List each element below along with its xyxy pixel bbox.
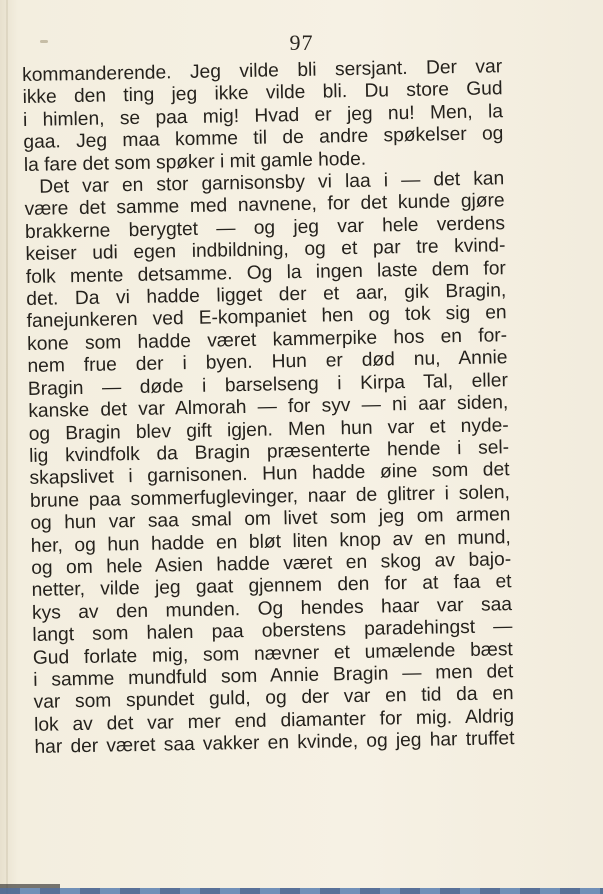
text-line: her, og hun hadde en bløt liten knop av en mund, [30,526,511,557]
text-line: folk mente detsamme. Og la ingen laste dem for [25,257,506,288]
text-line: Gud forlate mig, som nævner et umælende bæst [32,638,513,669]
text-line: kys av den munden. Og hendes haar var saa [31,593,513,624]
text-line: og Bragin blev gift igjen. Men hun var et nyde- [28,414,509,445]
text-line: gaa. Jeg maa komme til de andre spøkelser og [23,123,504,154]
text-line: kanske det var Almorah — for syv — ni aar siden, [28,392,509,423]
text-line: netter, vilde jeg gaat gjennem den for at faa et [31,571,512,602]
text-line: lok av det var mer end diamanter for mig. Aldrig [33,705,515,736]
text-line: la fare det som spøker i mit gamle hode. [23,148,367,176]
text-line: det. Da vi hadde ligget der et aar, gik Bragin, [26,280,507,311]
text-line: langt som halen paa oberstens paradehingst — [32,616,513,647]
text-line: og hun var saa smal om livet som jeg om armen [30,504,511,535]
text-line: kone som hadde været kammerpike hos en for- [26,325,508,355]
text-line: i samme mundfuld som Annie Bragin — men det [33,661,514,691]
text-line: i himlen, se paa mig! Hvad er jeg nu! Men, la [22,101,504,131]
text-line: brakkerne berygtet — og jeg var hele verdens [24,213,506,243]
text-line: brune paa sommerfuglevinger, naar de glitrer i solen, [29,481,511,512]
text-line: var som spundet guld, og der var en tid da en [33,683,514,714]
text-line: nem frue der i byen. Hun er død nu, Annie [27,347,508,378]
page-number: 97 [289,30,314,55]
text-line: kommanderende. Jeg vilde bli sersjant. Der var [22,56,503,86]
text-line: ikke den ting jeg ikke vilde bli. Du store Gud [22,78,503,109]
text-line: lig kvindfolk da Bragin præsenterte hende i sel- [28,437,510,467]
body-text [22,56,515,759]
page-gutter [6,0,8,894]
text-line: Det var en stor garnisonsby vi laa i — det kan [39,168,505,198]
text-line: være det samme med navnene, for det kunde gjøre [24,190,505,221]
text-line: og om hele Asien hadde været en skog av bajo- [31,549,512,579]
text-line: fanejunkeren ved E-kompaniet hen og tok sig en [26,302,507,333]
text-line: har der været saa vakker en kvinde, og jeg har truffet [34,728,515,759]
text-line: Bragin — døde i barselseng i Kirpa Tal, eller [27,369,509,400]
text-line: skapslivet i garnisonen. Hun hadde øine som det [29,459,510,490]
scan-color-strip [0,888,603,894]
text-line: keiser udi egen indbildning, og et par tre kvind- [25,235,506,266]
